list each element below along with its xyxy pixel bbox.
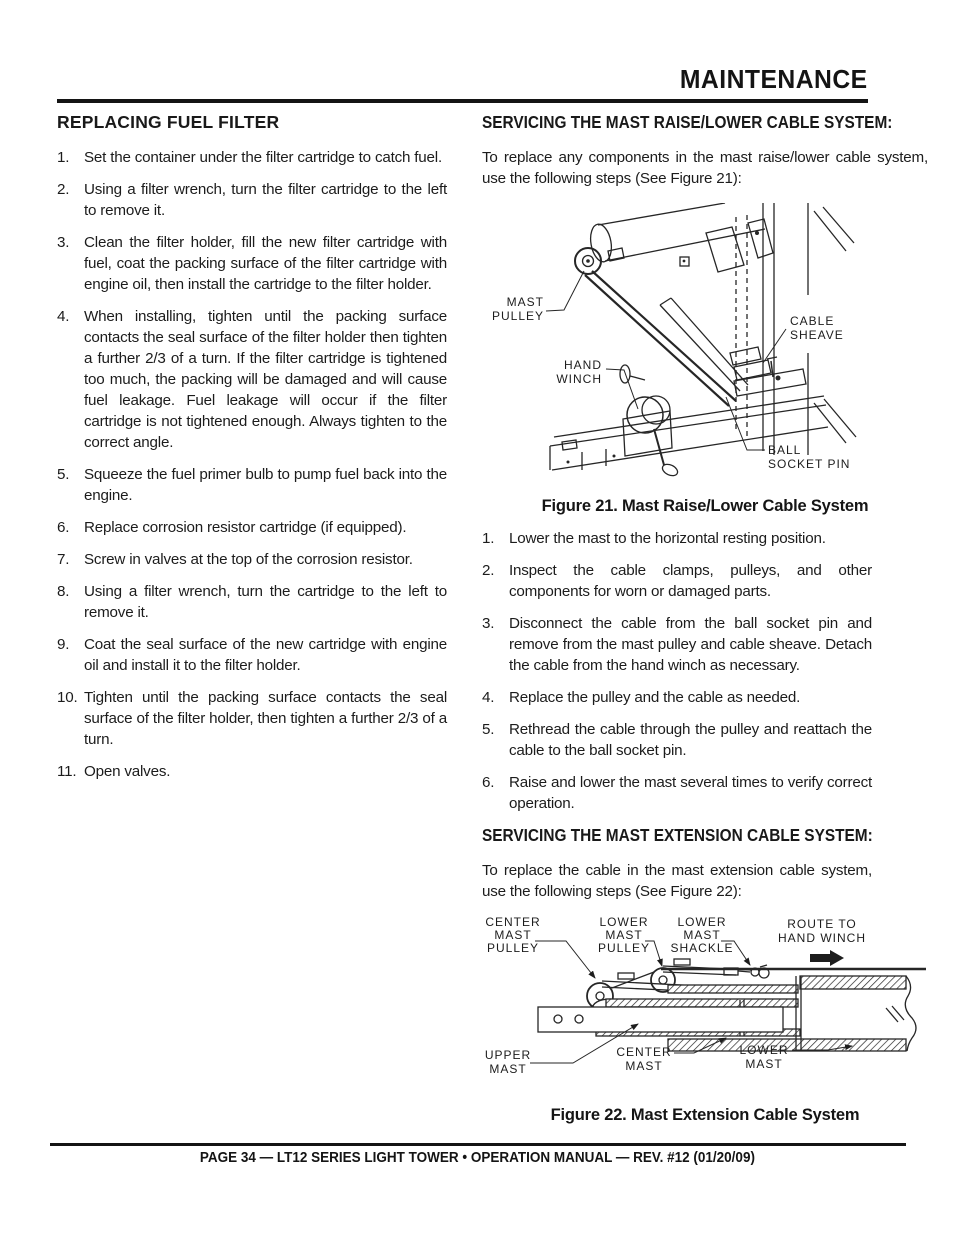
lower-mast-pulley-label: LOWER MAST PULLEY [597, 915, 651, 955]
header-rule [57, 99, 868, 103]
step-text: Rethread the cable through the pulley and reattach the cable to the ball socket pin. [509, 721, 872, 759]
step-text: Squeeze the fuel primer bulb to pump fuel back into the engine. [84, 466, 447, 504]
lower-mast-shackle-label: LOWER MAST SHACKLE [670, 915, 734, 955]
step-number: 7. [57, 551, 70, 568]
step-number: 6. [482, 774, 495, 791]
step-text: Clean the filter holder, fill the new filter cartridge with fuel, coat the packing surface of the filter cartridge with engine oil, then install the cartridge to the filter holder. [84, 234, 447, 293]
step-number: 8. [57, 583, 70, 600]
footer-text: PAGE 34 — LT12 SERIES LIGHT TOWER • OPERATION MANUAL — REV. #12 (01/20/09) [199, 1149, 755, 1166]
section-heading-text: SERVICING THE MAST EXTENSION CABLE SYSTEM: [482, 825, 873, 845]
figure-22 [482, 912, 928, 1094]
figure-22-caption: Figure 22. Mast Extension Cable System [550, 1106, 860, 1124]
list-item [57, 687, 447, 750]
step-text: Tighten until the packing surface contacts the seal surface of the filter holder, then tighten a further 2/3 of a turn. [84, 689, 447, 748]
left-column [57, 112, 447, 793]
list-item [57, 761, 447, 782]
step-number: 1. [57, 149, 70, 166]
list-item [482, 528, 872, 549]
list-item [57, 179, 447, 221]
lower-mast-label: LOWER MAST [739, 1043, 789, 1071]
step-text: Disconnect the cable from the ball socket pin and remove from the mast pulley and cable sheave. Detach the cable from the hand winch as necessary. [509, 615, 872, 674]
figure-21 [482, 203, 928, 493]
extension-intro: To replace the cable in the mast extension cable system, use the following steps (See Figure 22): [482, 862, 872, 900]
step-number: 2. [482, 562, 495, 579]
step-text: Coat the seal surface of the new cartridge with engine oil and install it to the filter holder. [84, 636, 447, 674]
mast-extension-diagram [478, 912, 926, 1094]
step-text: Using a filter wrench, turn the cartridge to the left to remove it. [84, 583, 447, 621]
step-number: 10. [57, 689, 78, 706]
figure-21-caption: Figure 21. Mast Raise/Lower Cable System [541, 497, 869, 515]
step-text: Replace corrosion resistor cartridge (if equipped). [84, 519, 407, 536]
section-heading-raise-lower-cable [482, 112, 928, 133]
list-item [57, 306, 447, 453]
list-item [57, 517, 447, 538]
step-number: 3. [482, 615, 495, 632]
footer-rule [50, 1143, 906, 1146]
step-number: 4. [57, 308, 70, 325]
route-to-hand-winch-label: ROUTE TO HAND WINCH [778, 917, 866, 945]
list-item [482, 613, 872, 676]
list-item [482, 560, 872, 602]
upper-mast-label: UPPER MAST [484, 1048, 532, 1076]
step-text: Replace the pulley and the cable as needed. [509, 689, 801, 706]
step-number: 1. [482, 530, 495, 547]
page-footer [0, 1149, 954, 1167]
step-number: 11. [57, 763, 77, 780]
center-mast-pulley-label: CENTER MAST PULLEY [485, 915, 541, 955]
list-item [57, 549, 447, 570]
list-item [482, 772, 872, 814]
list-item [57, 147, 447, 168]
step-number: 5. [482, 721, 495, 738]
step-text: Screw in valves at the top of the corrosion resistor. [84, 551, 413, 568]
step-text: Inspect the cable clamps, pulleys, and other components for worn or damaged parts. [509, 562, 872, 600]
step-number: 9. [57, 636, 70, 653]
step-number: 2. [57, 181, 70, 198]
list-item [57, 232, 447, 295]
step-text: Set the container under the filter cartridge to catch fuel. [84, 149, 442, 166]
cable-sheave-label: CABLE SHEAVE [790, 314, 844, 342]
step-number: 6. [57, 519, 70, 536]
list-item [482, 687, 872, 708]
mast-pulley-label: MAST PULLEY [491, 295, 544, 323]
step-text: Raise and lower the mast several times to verify correct operation. [509, 774, 872, 812]
step-number: 3. [57, 234, 70, 251]
step-number: 5. [57, 466, 70, 483]
step-text: Open valves. [84, 763, 171, 780]
step-number: 4. [482, 689, 495, 706]
fuel-filter-steps [57, 147, 447, 782]
list-item [57, 634, 447, 676]
mast-raise-lower-diagram [478, 203, 918, 493]
step-text: When installing, tighten until the packing surface contacts the seal surface of the filter holder then tighten a further 2/3 of a turn. If the filter cartridge is tightened too much, the packing will be damaged and will cause fuel leakage. Fuel leakage will occur if the filter cartridge is not tightened enough. Always tighten to the correct angle. [84, 308, 447, 451]
center-mast-label: CENTER MAST [616, 1045, 672, 1073]
section-heading-text: SERVICING THE MAST RAISE/LOWER CABLE SYSTEM: [482, 112, 893, 132]
list-item [57, 581, 447, 623]
list-item [482, 719, 872, 761]
raise-lower-intro: To replace any components in the mast raise/lower cable system, use the following steps (See Figure 21): [482, 149, 928, 187]
hand-winch-label: HAND WINCH [556, 358, 602, 386]
step-text: Using a filter wrench, turn the filter cartridge to the left to remove it. [84, 181, 447, 219]
list-item [57, 464, 447, 506]
page-title: MAINTENANCE [680, 64, 868, 94]
section-heading-replacing-fuel-filter: REPLACING FUEL FILTER [57, 112, 280, 132]
right-column [482, 112, 928, 1125]
step-text: Lower the mast to the horizontal resting position. [509, 530, 826, 547]
raise-lower-steps [482, 528, 872, 814]
section-heading-extension-cable [482, 825, 928, 846]
ball-socket-pin-label: BALL SOCKET PIN [768, 443, 851, 471]
